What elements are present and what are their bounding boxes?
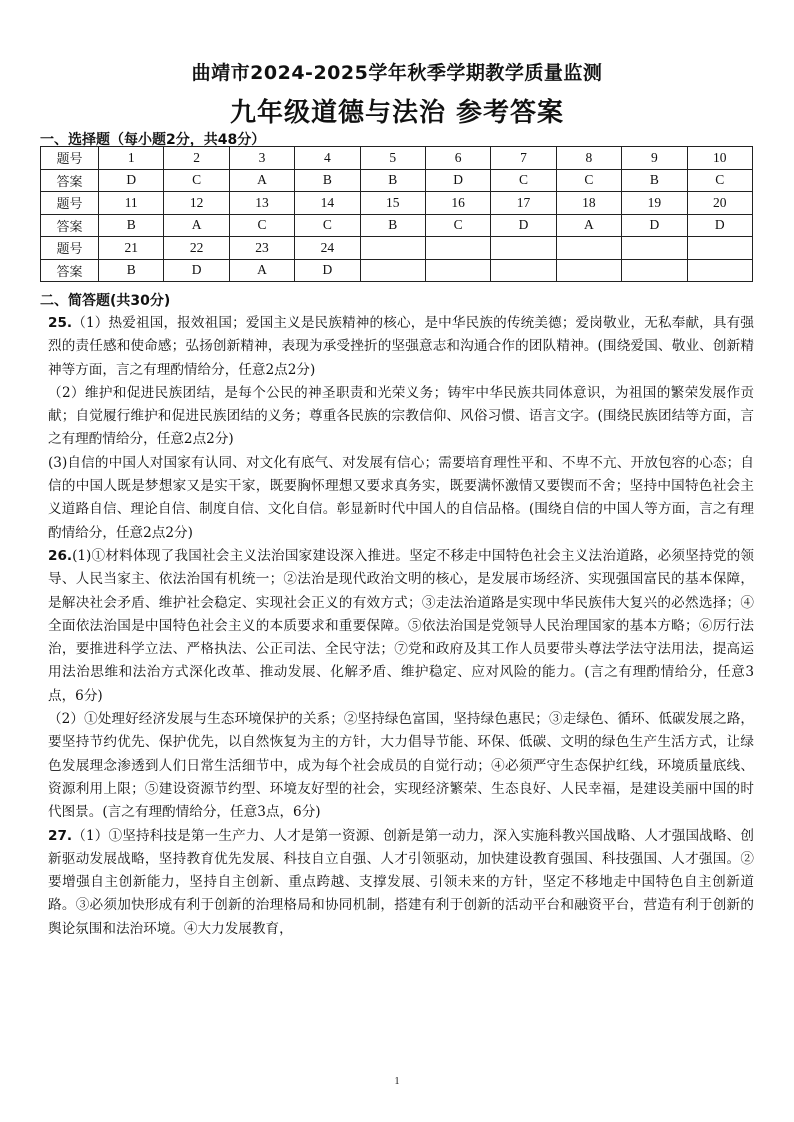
table-cell: C bbox=[229, 214, 294, 237]
table-cell: D bbox=[164, 259, 229, 282]
table-cell: 21 bbox=[99, 237, 164, 260]
table-cell: 14 bbox=[295, 192, 360, 215]
table-cell: 20 bbox=[687, 192, 752, 215]
section-choice-heading: 一、选择题（每小题2分，共48分） bbox=[40, 132, 266, 148]
table-row bbox=[41, 169, 753, 192]
table-cell: B bbox=[622, 169, 687, 192]
table-cell: 23 bbox=[229, 237, 294, 260]
table-cell: B bbox=[99, 259, 164, 282]
table-cell: 1 bbox=[99, 147, 164, 170]
q25-part2: （2）维护和促进民族团结，是每个公民的神圣职责和光荣义务；铸牢中华民族共同体意识，为祖国的繁荣发展作贡献；自觉履行维护和促进民族团结的义务；尊重各民族的宗教信仰、风俗习惯、语言文字。(围绕民族团结等方面，言之有理酌情给分，任意2点2分) bbox=[48, 384, 754, 448]
table-cell: 24 bbox=[295, 237, 360, 260]
table-cell: C bbox=[425, 214, 490, 237]
table-cell: 2 bbox=[164, 147, 229, 170]
row-header: 答案 bbox=[41, 169, 99, 192]
table-cell bbox=[622, 259, 687, 282]
table-cell bbox=[360, 237, 425, 260]
table-cell bbox=[687, 259, 752, 282]
table-cell bbox=[360, 259, 425, 282]
table-cell: 17 bbox=[491, 192, 556, 215]
table-cell bbox=[425, 259, 490, 282]
table-cell: D bbox=[491, 214, 556, 237]
table-cell bbox=[491, 259, 556, 282]
page-number: 1 bbox=[394, 1076, 400, 1087]
question-number: 26. bbox=[48, 547, 73, 564]
table-cell: 16 bbox=[425, 192, 490, 215]
table-row bbox=[41, 192, 753, 215]
table-cell: 22 bbox=[164, 237, 229, 260]
table-row bbox=[41, 259, 753, 282]
table-cell: 12 bbox=[164, 192, 229, 215]
table-cell: 7 bbox=[491, 147, 556, 170]
table-cell: 10 bbox=[687, 147, 752, 170]
question-number: 25. bbox=[48, 315, 73, 331]
section-short-answer-heading: 二、简答题(共30分) bbox=[40, 293, 171, 309]
q25-part1: 25.（1）热爱祖国，报效祖国；爱国主义是民族精神的核心，是中华民族的传统美德；爱岗敬业，无私奉献，具有强烈的责任感和使命感；弘扬创新精神，表现为承受挫折的坚强意志和沟通合作的团队精神。(围绕爱国、敬业、创新精神等方面，言之有理酌情给分，任意2点2分) bbox=[48, 315, 754, 378]
table-cell: B bbox=[99, 214, 164, 237]
answer-key-title: 九年级道德与法治 参考答案 bbox=[229, 98, 565, 128]
table-cell: 18 bbox=[556, 192, 621, 215]
table-cell: 6 bbox=[425, 147, 490, 170]
table-cell bbox=[491, 237, 556, 260]
table-cell: D bbox=[622, 214, 687, 237]
table-cell: B bbox=[360, 169, 425, 192]
table-cell: D bbox=[687, 214, 752, 237]
table-row bbox=[41, 147, 753, 170]
table-cell: D bbox=[295, 259, 360, 282]
table-cell: A bbox=[229, 259, 294, 282]
table-cell: 11 bbox=[99, 192, 164, 215]
table-cell: 15 bbox=[360, 192, 425, 215]
table-cell: C bbox=[295, 214, 360, 237]
row-header: 题号 bbox=[41, 192, 99, 215]
table-cell: B bbox=[360, 214, 425, 237]
table-cell: 4 bbox=[295, 147, 360, 170]
exam-title: 曲靖市2024-2025学年秋季学期教学质量监测 bbox=[191, 62, 603, 84]
q27-part1: 27.（1）①坚持科技是第一生产力、人才是第一资源、创新是第一动力，深入实施科教兴国战略、人才强国战略、创新驱动发展战略，坚持教育优先发展、科技自立自强、人才引领驱动，加快建设教育强国、科技强国、人才强国。②要增强自主创新能力，坚持自主创新、重点跨越、支撑发展、引领未来的方针，坚定不移地走中国特色自主创新道路。③必须加快形成有利于创新的治理格局和协同机制，搭建有利于创新的活动平台和融资平台，营造有利于创新的舆论氛围和法治环境。④大力发展教育， bbox=[48, 827, 754, 937]
row-header: 题号 bbox=[41, 237, 99, 260]
answer-table bbox=[40, 146, 753, 282]
table-cell bbox=[622, 237, 687, 260]
table-cell: A bbox=[164, 214, 229, 237]
row-header: 题号 bbox=[41, 147, 99, 170]
table-row bbox=[41, 214, 753, 237]
table-cell bbox=[556, 237, 621, 260]
table-cell: C bbox=[687, 169, 752, 192]
row-header: 答案 bbox=[41, 259, 99, 282]
table-cell bbox=[687, 237, 752, 260]
table-cell: 8 bbox=[556, 147, 621, 170]
table-cell: B bbox=[295, 169, 360, 192]
table-cell: 5 bbox=[360, 147, 425, 170]
table-cell: D bbox=[425, 169, 490, 192]
q25-part3: (3)自信的中国人对国家有认同、对文化有底气、对发展有信心；需要培育理性平和、不卑不亢、开放包容的心态；自信的中国人既是梦想家又是实干家，既要胸怀理想又要求真务实，既要满怀激情又要锲而不舍；坚持中国特色社会主义道路自信、理论自信、制度自信、文化自信。彰显新时代中国人的自信品格。(围绕自信的中国人等方面，言之有理酌情给分，任意2点2分) bbox=[48, 454, 754, 541]
table-cell: C bbox=[556, 169, 621, 192]
table-cell bbox=[556, 259, 621, 282]
table-cell: 19 bbox=[622, 192, 687, 215]
answer-body bbox=[48, 312, 754, 941]
table-cell: C bbox=[491, 169, 556, 192]
table-cell: 13 bbox=[229, 192, 294, 215]
table-row bbox=[41, 237, 753, 260]
q26-part2: （2）①处理好经济发展与生态环境保护的关系；②坚持绿色富国，坚持绿色惠民；③走绿色、循环、低碳发展之路，要坚持节约优先、保护优先，以自然恢复为主的方针，大力倡导节能、环保、低碳、文明的绿色生产生活方式，让绿色发展理念渗透到人们日常生活细节中，成为每个社会成员的自觉行动；④必须严守生态保护红线，环境质量底线、资源利用上限；⑤建设资源节约型、环境友好型的社会，实现经济繁荣、生态良好、人民幸福，是建设美丽中国的时代图景。(言之有理酌情给分，任意3点，6分) bbox=[48, 711, 754, 821]
table-cell: A bbox=[229, 169, 294, 192]
table-cell: D bbox=[99, 169, 164, 192]
question-number: 27. bbox=[48, 827, 73, 844]
table-cell: C bbox=[164, 169, 229, 192]
q26-part1: 26.(1)①材料体现了我国社会主义法治国家建设深入推进。坚定不移走中国特色社会主义法治道路，必须坚持党的领导、人民当家主、依法治国有机统一；②法治是现代政治文明的核心，是发展市场经济、实现强国富民的基本保障，是解决社会矛盾、维护社会稳定、实现社会正义的有效方式；③走法治道路是实现中华民族伟大复兴的必然选择；④全面依法治国是中国特色社会主义的本质要求和重要保障。⑤依法治国是党领导人民治理国家的基本方略；⑥厉行法治，要推进科学立法、严格执法、公正司法、全民守法；⑦党和政府及其工作人员要带头尊法学法守法用法，提高运用法治思维和法治方式深化改革、推动发展、化解矛盾、维护稳定、应对风险的能力。(言之有理酌情给分，任意3点，6分) bbox=[48, 547, 754, 704]
table-cell bbox=[425, 237, 490, 260]
table-cell: 9 bbox=[622, 147, 687, 170]
row-header: 答案 bbox=[41, 214, 99, 237]
table-cell: 3 bbox=[229, 147, 294, 170]
table-cell: A bbox=[556, 214, 621, 237]
